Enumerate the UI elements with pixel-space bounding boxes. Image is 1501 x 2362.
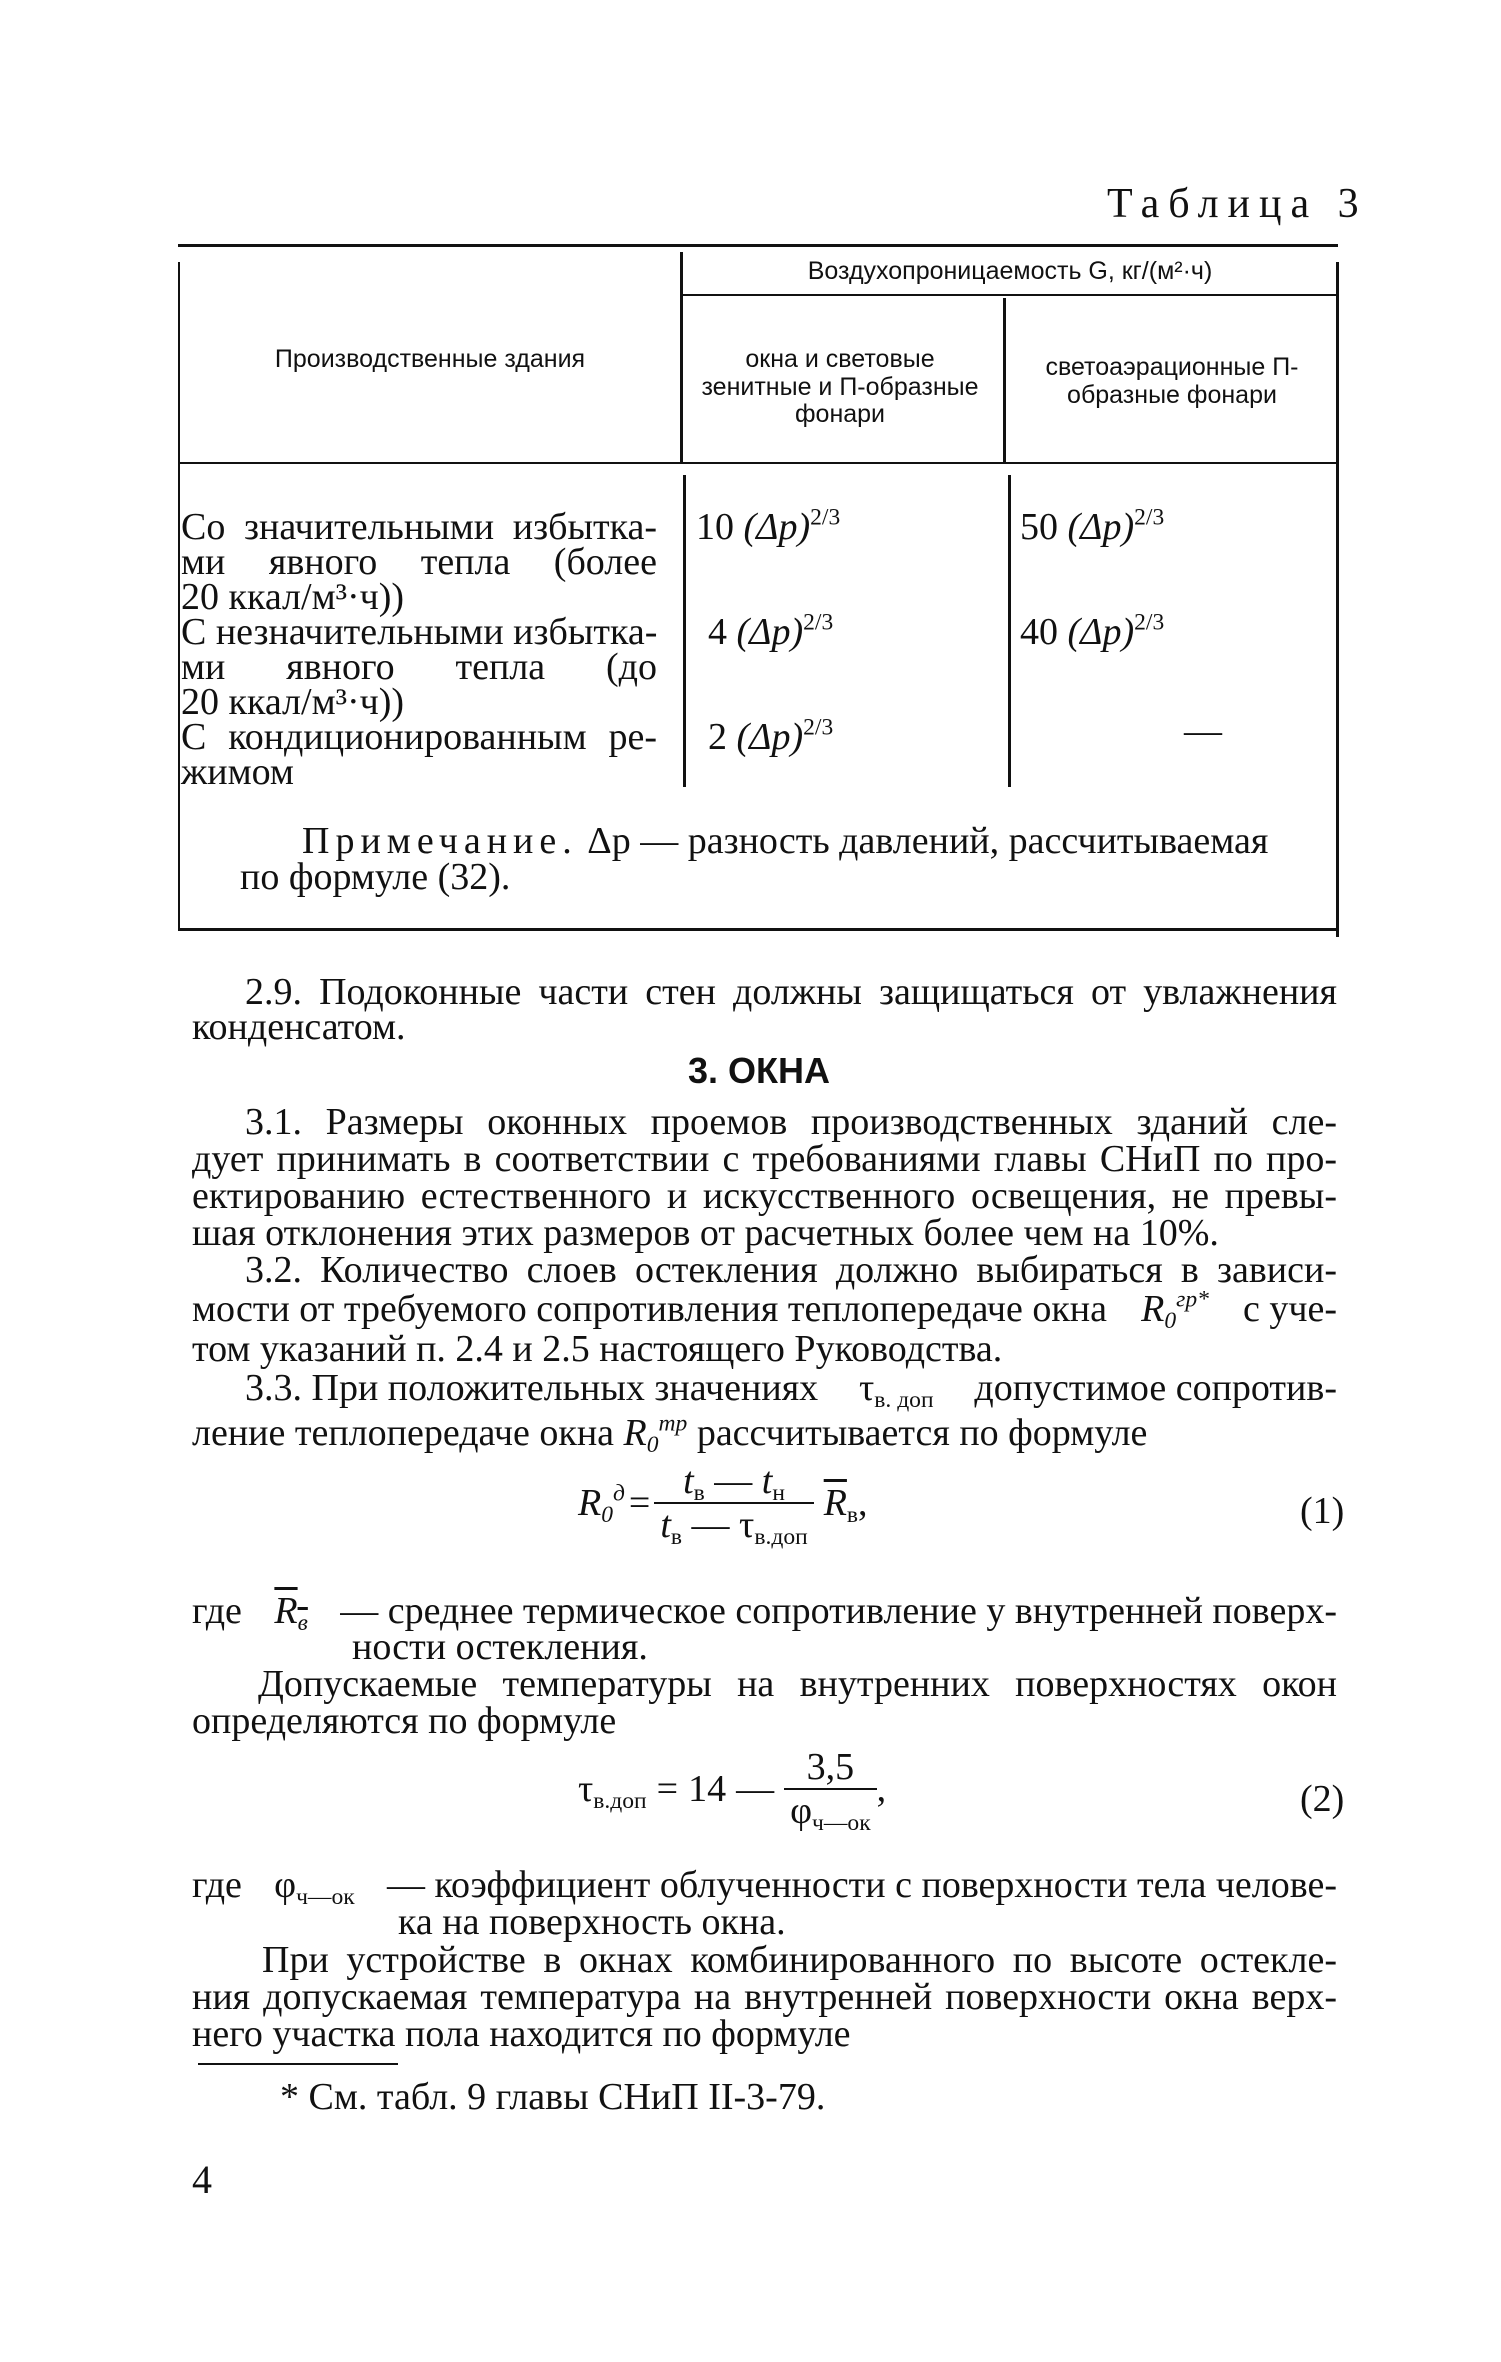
formula2-fraction — [784, 1746, 877, 1837]
where2-phi-symbol: $\varphi_{ч—ок}$ — [274, 1864, 355, 1911]
where2-line1-text: — коэффициент облученности с поверхности тела челове- — [386, 1864, 1337, 1906]
row1-aeration-dp: (Δp) — [1067, 506, 1135, 548]
formula2-comma: , — [876, 1768, 887, 1810]
where1-line1 — [192, 1590, 1337, 1637]
table-caption: Таблица 3 — [1107, 181, 1368, 227]
row2-aeration-power: 2/3 — [1134, 609, 1165, 636]
formula1-numerator: $t_в$ — $t_н$ — [654, 1462, 813, 1504]
row1-line3: 20 ккал/м³·ч)) — [181, 576, 405, 618]
p3-1-line3: ектированию естественного и искусственного освещения, не превы- — [192, 1175, 1337, 1217]
formula2-denominator: $\varphi_{ч—ок}$ — [790, 1790, 871, 1837]
table-note-label: Примечание. — [302, 820, 578, 862]
row3-windows-dp: (Δp) — [736, 716, 804, 758]
footnote-rule — [198, 2063, 398, 2065]
formula2-const: 14 — [688, 1768, 727, 1810]
where1-line1-text: — среднее термическое сопротивление у внутренней поверх- — [340, 1590, 1337, 1632]
p3-2-line3: том указаний п. 2.4 и 2.5 настоящего Руководства. — [192, 1328, 1003, 1370]
table-col2-divider — [1003, 298, 1006, 463]
table-note-line2: по формуле (32). — [240, 856, 511, 898]
formula1-lhs: $R_0^д$ — [578, 1480, 625, 1529]
header-air-permeability: Воздухопроницаемость G, кг/(м²·ч) — [807, 257, 1213, 285]
p3-3-line2-a: ление теплопередаче окна — [192, 1412, 615, 1454]
formula1-equals: = — [628, 1482, 651, 1524]
formula2-minus: — — [736, 1768, 775, 1810]
table-outer-left-rule — [178, 262, 180, 929]
p3-2-line2 — [192, 1286, 1337, 1335]
p3-3-line2-b: рассчитывается по формуле — [696, 1412, 1148, 1454]
p-allowed-line1: Допускаемые температуры на внутренних поверхностях окон — [258, 1663, 1337, 1705]
header-windows: окна и световые зенитные и П-образные фонари — [701, 345, 979, 428]
p3-2-line2-b: с уче- — [1243, 1288, 1337, 1330]
row1-windows-coef: 10 — [696, 506, 734, 548]
p-combined-line3: него участка пола находится по формуле — [192, 2013, 851, 2055]
row3-line1: С кондиционированным ре- — [181, 716, 657, 758]
table-group-rule — [683, 294, 1338, 296]
where2-line1 — [192, 1864, 1337, 1911]
formula1-fraction — [654, 1460, 813, 1551]
p3-3-line1-b: допустимое сопротив- — [974, 1367, 1337, 1409]
table-header-rule — [180, 462, 1338, 464]
where1-line2: ности остекления. — [352, 1626, 648, 1668]
section-title: 3. ОКНА — [688, 1050, 830, 1091]
formula2-number: (2) — [1300, 1778, 1345, 1820]
p2-9-line1: 2.9. Подоконные части стен должны защищаться от увлажнения — [245, 971, 1337, 1013]
row1-line1: Со значительными избытка- — [181, 506, 657, 548]
table-note-text: Δp — разность давлений, рассчитываемая — [587, 820, 1269, 862]
where1-label: где — [192, 1590, 242, 1632]
row2-line2: ми явного тепла (до — [181, 646, 657, 688]
p3-2-line2-a: мости от требуемого сопротивления теплопередаче окна — [192, 1288, 1108, 1330]
row3-windows-value — [708, 714, 834, 758]
p-allowed-line2: определяются по формуле — [192, 1700, 617, 1742]
header-aeration-lanterns: светоаэрационные П-образные фонари — [1045, 353, 1299, 409]
table-bottom-rule — [178, 928, 1338, 931]
p3-2-line1: 3.2. Количество слоев остекления должно выбираться в зависи- — [245, 1249, 1337, 1291]
header-building: Производственные здания — [274, 345, 586, 373]
row2-line1: С незначительными избытка- — [181, 611, 658, 653]
p3-2-r0-symbol: $R_0^{гр*}$ — [1141, 1286, 1209, 1335]
p3-3-tau-symbol: $\tau_{в. доп}$ — [859, 1367, 934, 1414]
formula2-equals: = — [656, 1768, 679, 1810]
p3-1-line4: шая отклонения этих размеров от расчетных более чем на 10%. — [192, 1212, 1219, 1254]
row1-aeration-coef: 50 — [1020, 506, 1058, 548]
row3-aeration-value: — — [1184, 710, 1222, 752]
table-note-line1 — [302, 822, 1268, 860]
p2-9-line2: конденсатом. — [192, 1006, 406, 1048]
p-combined-line1: При устройстве в окнах комбинированного по высоте остекле- — [262, 1939, 1337, 1981]
p3-1-line2: дует принимать в соответствии с требованиями главы СНиП по про- — [192, 1138, 1337, 1180]
p3-1-line1: 3.1. Размеры оконных проемов производственных зданий сле- — [245, 1101, 1337, 1143]
p3-3-line1 — [245, 1367, 1337, 1414]
row2-aeration-value — [1020, 609, 1165, 653]
row2-line3: 20 ккал/м³·ч)) — [181, 681, 405, 723]
formula1-rb: $\overline{R}_в$, — [823, 1482, 868, 1529]
where2-label: где — [192, 1864, 242, 1906]
row2-aeration-dp: (Δp) — [1067, 611, 1135, 653]
row1-windows-power: 2/3 — [810, 504, 841, 531]
row2-windows-power: 2/3 — [803, 609, 834, 636]
row2-windows-dp: (Δp) — [736, 611, 804, 653]
footnote: * См. табл. 9 главы СНиП II-3-79. — [280, 2076, 826, 2118]
formula-2 — [578, 1746, 887, 1837]
row3-line2: жимом — [181, 751, 294, 793]
table-col2-divider-body — [1008, 475, 1011, 787]
row3-windows-power: 2/3 — [803, 714, 834, 741]
formula-1 — [578, 1460, 868, 1551]
row2-windows-value — [708, 609, 834, 653]
row1-aeration-value — [1020, 504, 1165, 548]
table-col1-divider-body — [683, 475, 686, 787]
row2-aeration-coef: 40 — [1020, 611, 1058, 653]
table-top-rule — [178, 244, 1338, 247]
row1-aeration-power: 2/3 — [1134, 504, 1165, 531]
row3-windows-coef: 2 — [708, 716, 727, 758]
where1-rb-symbol: $R_в$ — [274, 1590, 308, 1637]
row1-line2: ми явного тепла (более — [181, 541, 657, 583]
p3-3-r-symbol: $R_0^{тр}$ — [623, 1410, 688, 1459]
row2-windows-coef: 4 — [708, 611, 727, 653]
formula1-number: (1) — [1300, 1490, 1345, 1532]
formula1-denominator: $t_в$ — $\tau_{в.доп}$ — [660, 1504, 808, 1551]
table-col1-divider — [680, 252, 683, 464]
p-combined-line2: ния допускаемая температура на внутренней поверхности окна верх- — [192, 1976, 1337, 2018]
formula2-numerator: 3,5 — [784, 1748, 877, 1790]
page-number: 4 — [192, 2157, 212, 2202]
row1-windows-dp: (Δp) — [743, 506, 811, 548]
row1-windows-value — [696, 504, 841, 548]
formula2-lhs: $\tau_{в.доп}$ — [578, 1768, 647, 1815]
where2-line2: ка на поверхность окна. — [398, 1901, 786, 1943]
p3-3-line2 — [192, 1410, 1148, 1459]
p3-3-line1-a: 3.3. При положительных значениях — [245, 1367, 819, 1409]
table-outer-right-rule — [1336, 262, 1339, 937]
